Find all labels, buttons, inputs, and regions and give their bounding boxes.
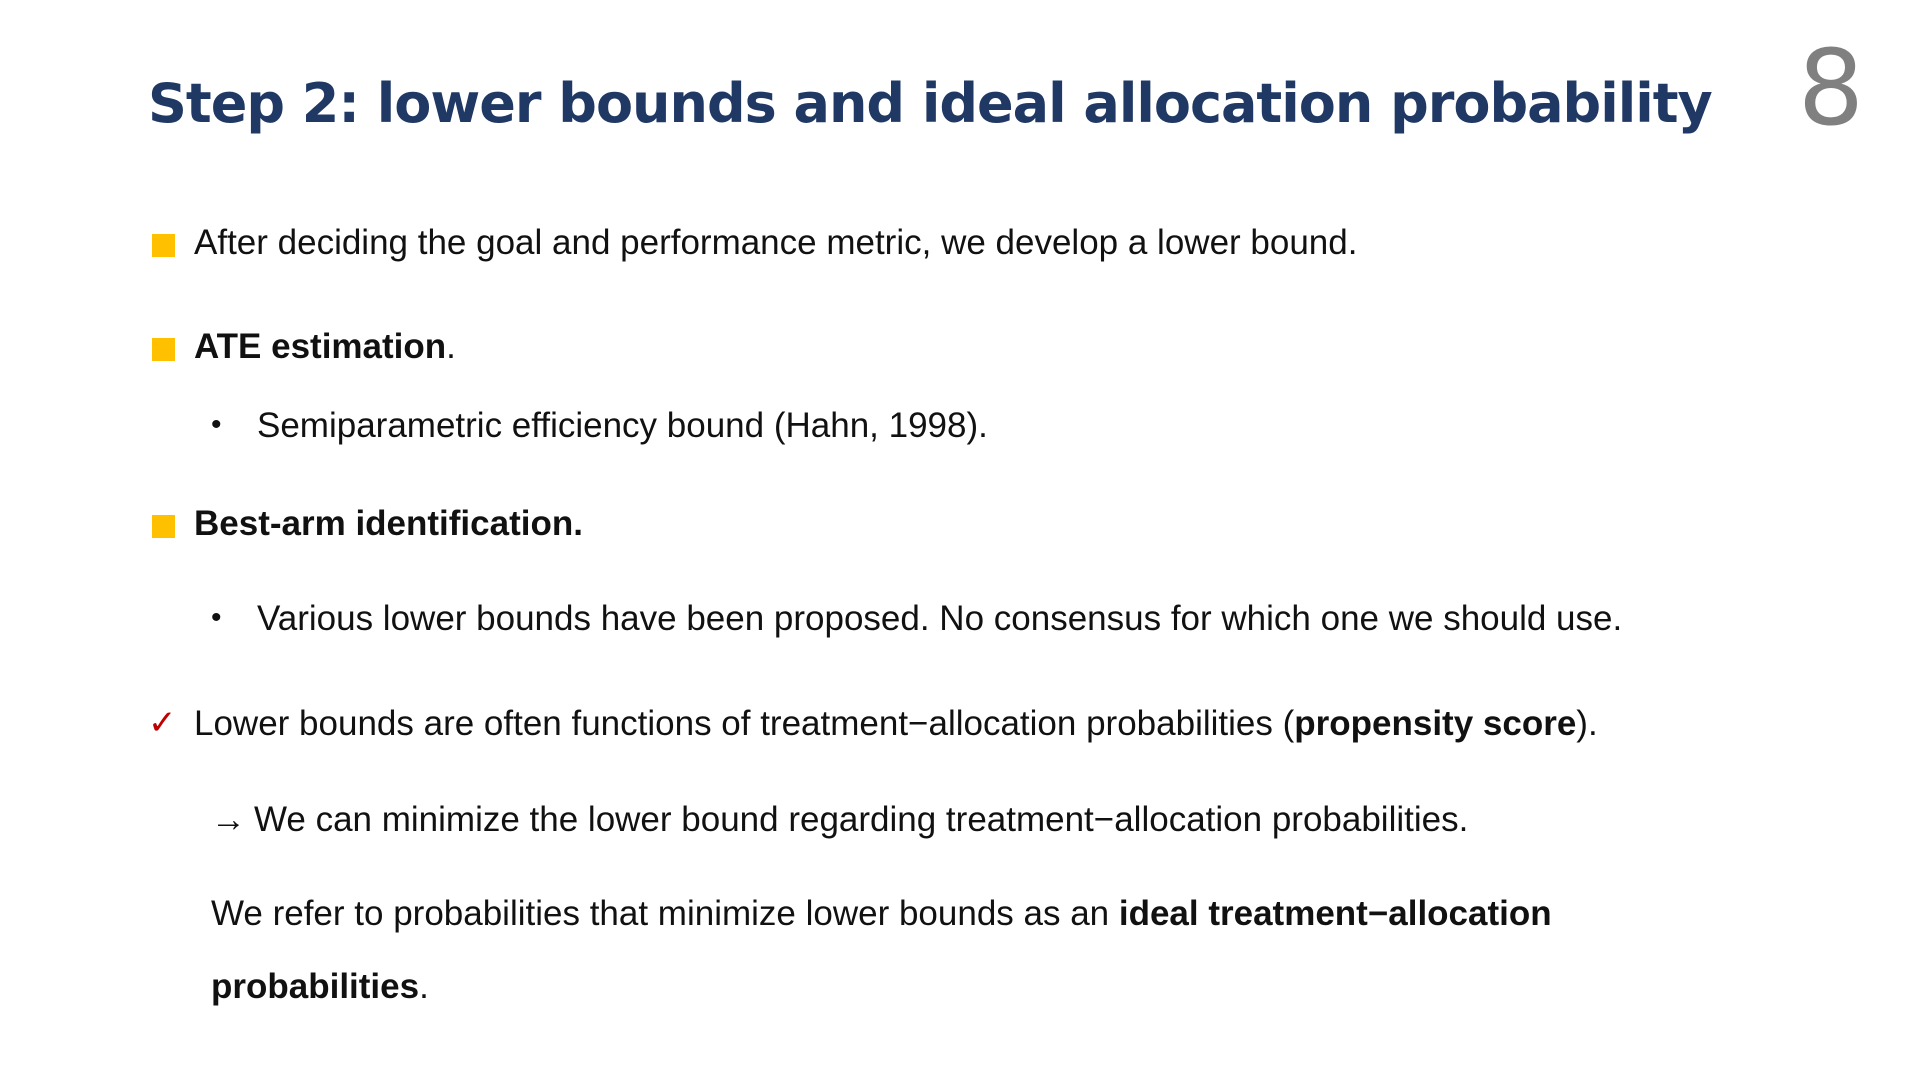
- bold-term: ATE estimation: [194, 327, 447, 366]
- sub-bullet-text: Various lower bounds have been proposed. No consensus for which one we should use.: [257, 599, 1623, 638]
- check-text: [194, 703, 1598, 745]
- definition-prefix: We refer to probabilities that minimize lower bounds as an: [211, 894, 1119, 933]
- definition-suffix: .: [419, 967, 429, 1006]
- check-text-prefix: Lower bounds are often functions of treatment−allocation probabilities (: [194, 704, 1295, 743]
- square-bullet-icon: [152, 338, 175, 361]
- definition-text: [211, 893, 1552, 935]
- arrow-text: We can minimize the lower bound regarding treatment−allocation probabilities.: [254, 800, 1469, 839]
- bullet-suffix: .: [446, 327, 456, 366]
- bold-term: ideal treatment−allocation: [1118, 894, 1552, 933]
- bullet-dot-icon: •: [211, 408, 222, 441]
- bold-term: probabilities: [211, 967, 420, 1006]
- checkmark-icon: ✓: [148, 704, 177, 742]
- right-arrow-icon: →: [211, 800, 246, 839]
- bullet-text: [194, 326, 456, 368]
- arrow-line: [211, 799, 1468, 841]
- bullet-text: [194, 503, 583, 545]
- check-text-suffix: ).: [1576, 704, 1598, 743]
- square-bullet-icon: [152, 234, 175, 257]
- sub-bullet-text: Semiparametric efficiency bound (Hahn, 1998).: [257, 406, 988, 445]
- definition-text: [211, 966, 429, 1008]
- slide-title: Step 2: lower bounds and ideal allocation probability: [148, 72, 1712, 135]
- square-bullet-icon: [152, 515, 175, 538]
- bullet-text: After deciding the goal and performance metric, we develop a lower bound.: [194, 223, 1358, 262]
- page-number: 8: [1797, 27, 1864, 149]
- bullet-dot-icon: •: [211, 601, 222, 634]
- bold-term: propensity score: [1294, 704, 1577, 743]
- bold-term: Best-arm identification.: [194, 504, 583, 543]
